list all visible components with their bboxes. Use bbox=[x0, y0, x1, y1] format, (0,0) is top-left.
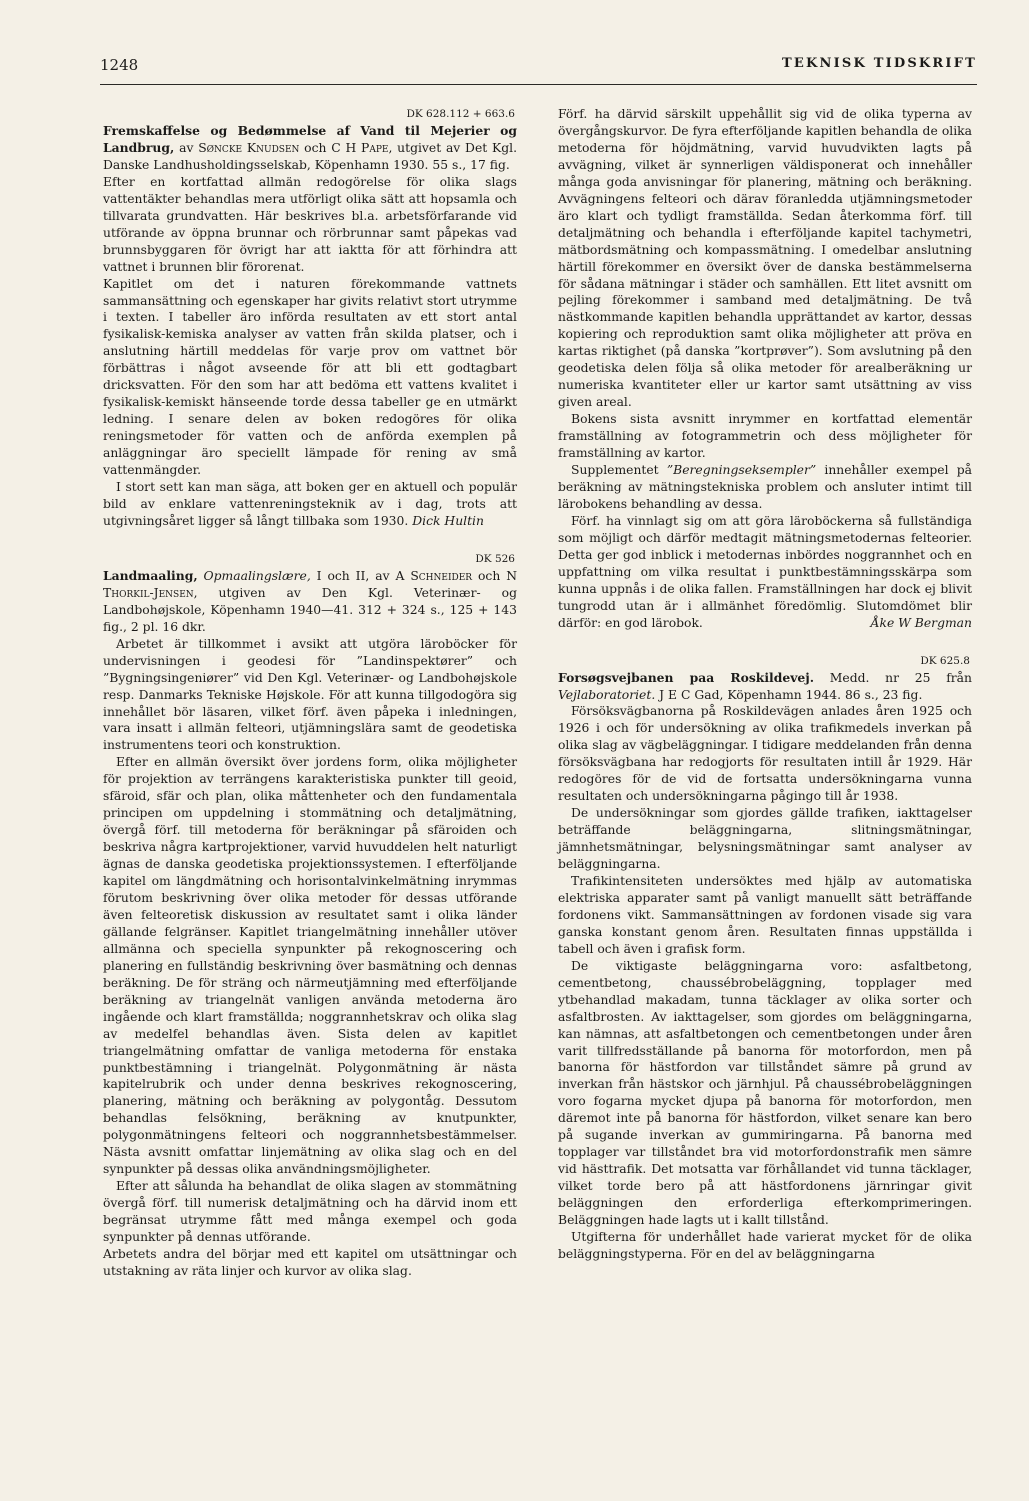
review1-paragraph-text: I stort sett kan man säga, att boken ger en aktuell och populär bild av enklare vattenreningsteknik av i dag, trots att utgivningsåret ligger så långt tillbaka som 1930. bbox=[103, 480, 517, 528]
review2-final-paragraph bbox=[558, 513, 972, 632]
review2-final-text: Förf. ha vinnlagt sig om att göra läroböckerna så fullständiga som möjligt och därför medtagit mätningsmetodernas felteorier. Detta ger god inblick i metodernas inbördes noggrannhet och en uppfattning om vilka resultat i punktbestämningsskärpa som kunna uppnås i de olika fallen. Framställningen har dock ej blivit tungrodd utan är i allmänhet föredömlig. Slutomdömet blir därför: en god lärobok. bbox=[558, 513, 972, 630]
review2-heading bbox=[103, 568, 517, 636]
review1-paragraph-last bbox=[103, 479, 517, 530]
page-number: 1248 bbox=[100, 56, 139, 74]
review3-paragraph: Försöksvägbanorna på Roskildevägen anlades åren 1925 och 1926 i och för undersökning av olika trafikmedels inverkan på olika slag av vägbeläggningar. I tidigare meddelanden från denna försöksvägbana har redogjorts för resultaten intill år 1929. Här redogöres för de vid de fortsatta undersökningarna vunna resultaten och undersökningarna pågingo till år 1938. bbox=[558, 704, 972, 804]
review1-dk-code: DK 628.112 + 663.6 bbox=[406, 108, 515, 120]
review2-supplement-title: ”Beregningseksempler” bbox=[666, 463, 817, 478]
spacer bbox=[558, 632, 972, 653]
review3-paragraph: Trafikintensiteten undersöktes med hjälp av automatiska elektriska apparater samt på vanligt manuellt sätt beträffande fordonens vikt. Sammansättningen av fordonen visade sig vara ganska konstant genom åren. Resultaten finnas uppställda i tabell och även i grafisk form. bbox=[558, 873, 972, 956]
review2-dk-code: DK 526 bbox=[475, 552, 515, 565]
right-column bbox=[558, 106, 972, 1263]
review3-paragraph: De undersökningar som gjordes gällde trafiken, iakttagelser beträffande beläggningarna, slitningsmätningar, jämnhetsmätningar, belysningsmätningar samt analyser av beläggningarna. bbox=[558, 806, 972, 872]
review3-paragraph: De viktigaste beläggningarna voro: asfaltbetong, cementbetong, chaussébrobeläggning, topplager med ytbehandlad makadam, tunna täcklager av olika sorter och asfaltbrosten. Av iakttagelser, som gjordes om beläggningarna, kan nämnas, att asfaltbetongen och cementbetongen under åren varit tillfredsställande på banorna för motorfordon, men på banorna för hästfordon var tillståndet sämre på grund av inverkan från hästskor och järnhjul. På chaussébrobeläggningen voro fogarna mycket djupa på banorna för motorfordon, men däremot inte på banorna för hästfordon, vilket senare kan bero på sugande inverkan av gummiringarna. På banorna med topplager var tillståndet bra vid motorfordonstrafik men sämre vid hästtrafik. Det motsatta var förhållandet vid tunna täcklager, vilket torde bero på att hästfordonens järnringar givit beläggningen den erforderliga efterkomprimeringen. Beläggningen hade lagts ut i kallt tillstånd. bbox=[558, 958, 972, 1228]
review1-author1: Søncke Knudsen bbox=[198, 140, 300, 155]
review1-paragraph: Efter en kortfattad allmän redogörelse för olika slags vattentäkter behandlas mera utförligt olika sätt att hopsamla och tillvarata grundvatten. Här beskrives bl.a. arbetsförfarande vid utförande av öppna brunnar och rörbrunnar samt påpekas vad brunnsbyggaren för övrigt har att iaktta för att förhindra att vattnet i brunnen blir förorenat. bbox=[103, 174, 517, 274]
review1-author2: Pape bbox=[361, 140, 389, 155]
review3-pub1: Medd. nr 25 från bbox=[814, 670, 972, 685]
review2-paragraph: Efter en allmän översikt över jordens form, olika möjligheter för projektion av terrängens karakteristiska punkter till geoid, sfäroid, sfär och plan, olika måttenheter och den fundamentala principen om uppdelning i stommätning och detaljmätning, övergå förf. till metoderna för beräkningar på sfäroiden och beskriva några kartprojektioner, varvid huvuddelen helt naturligt ägnas de danska geodetiska projektionssystemen. I efterföljande kapitel om längdmätning och horisontalvinkelmätning inrymmas förutom beskrivning över olika metoder för dessas utförande även felteoretisk diskussion av resultatet samt i olika länder gällande felgränser. Kapitlet triangelmätning innehåller utöver allmänna och speciella synpunkter på rekognoscering och planering en fullständig beskrivning över basmätning och dennas beräkning. De för sträng och närmeutjämning med efterföljande beräkning av triangelnät vanligen använda metoderna äro ingående och klart framställda; noggrannhetskrav och olika slag av medelfel behandlas även. Sista delen av kapitlet triangelmätning omfattar de vanliga metoderna för enstaka punktbestämning i triangelnät. Polygonmätning är nästa kapitelrubrik och under denna beskrives rekognoscering, planering, mätning och beräkning av polygontåg. Dessutom behandlas felsökning, beräkning av knutpunkter, polygonmätningens felteori och noggrannhetsbestämmelser. Nästa avsnitt omfattar linjemätning av olika slag och en del synpunkter på dessas olika användningsmöjligheter. bbox=[103, 755, 517, 1177]
review2-author2: Thorkil-Jensen bbox=[103, 585, 194, 600]
review1-signature: Dick Hultin bbox=[412, 513, 484, 528]
journal-title: TEKNISK TIDSKRIFT bbox=[782, 56, 977, 71]
review3-pub2: J E C Gad, Köpenhamn 1944. 86 s., 23 fig. bbox=[655, 687, 923, 702]
review3-paragraph: Utgifterna för underhållet hade varierat mycket för de olika beläggningstyperna. För en del av beläggningarna bbox=[558, 1230, 972, 1261]
review2-continued-paragraph: Bokens sista avsnitt inrymmer en kortfattad elementär framställning av fotogrammetrin och dess möjligheter för framställning av kartor. bbox=[558, 412, 972, 461]
review2-supplement-post: innehåller exempel på beräkning av mätningstekniska problem och ansluter intimt till lärobokens behandling av dessa. bbox=[558, 463, 972, 511]
review3-dk-code: DK 625.8 bbox=[920, 654, 970, 667]
review3-title: Forsøgsvejbanen paa Roskildevej. bbox=[558, 669, 815, 685]
review2-pub: , utgiven av Den Kgl. Veterinær- og Landbohøjskole, Köpenhamn 1940—41. 312 + 324 s., 125 + 143 fig., 2 pl. 16 dkr. bbox=[103, 585, 517, 634]
review1-heading bbox=[103, 123, 517, 174]
review2-supplement-pre: Supplementet bbox=[571, 463, 667, 478]
review1-and: och C H bbox=[299, 140, 362, 155]
review2-paragraph: Efter att sålunda ha behandlat de olika slagen av stommätning övergå förf. till numerisk detaljmätning och ha därvid inom ett begränsat utrymme fått med många exempel och goda synpunkter på dennas utförande. bbox=[103, 1179, 517, 1245]
review2-paragraph: Arbetet är tillkommet i avsikt att utgöra läroböcker för undervisningen i geodesi för ”Landinspektører” och ”Bygningsingeniører” vid Den Kgl. Veterinær- og Landbohøjskole resp. Danmarks Tekniske Højskole. För att kunna tillgodogöra sig innehållet bör läsaren, vilket förf. även påpeka i inledningen, vara insatt i allmän felteori, utjämningslära samt de geodetiska instrumentens teori och konstruktion. bbox=[103, 636, 517, 753]
spacer bbox=[103, 530, 517, 551]
header-rule bbox=[100, 84, 977, 85]
review2-subtitle: Opmaalingslære, bbox=[197, 568, 311, 583]
review2-signature: Åke W Bergman bbox=[870, 615, 972, 630]
review3-heading bbox=[558, 670, 972, 704]
review2-author1: Schneider bbox=[410, 568, 473, 583]
left-column bbox=[103, 106, 517, 1280]
review1-by: av bbox=[174, 140, 199, 155]
review2-and: och N bbox=[472, 568, 517, 583]
page-header bbox=[100, 56, 977, 80]
review2-parts: I och II, av A bbox=[310, 568, 411, 583]
review2-paragraph: Arbetets andra del börjar med ett kapitel om utsättningar och utstakning av räta linjer och kurvor av olika slag. bbox=[103, 1247, 517, 1278]
review1-pub: , utgivet av Det Kgl. Danske Landhusholdingsselskab, Köpenhamn 1930. 55 s., 17 fig. bbox=[103, 140, 517, 172]
review1-paragraph: Kapitlet om det i naturen förekommande vattnets sammansättning och egenskaper har givits relativt stort utrymme i texten. I tabeller äro införda resultaten av ett stort antal fysikalisk-kemiska analyser av vatten från skilda platser, och i anslutning härtill meddelas för varje prov om vattnet bör förbättras i något avseende för att bli ett godtagbart dricksvatten. För den som har att bedöma ett vattens kvalitet i fysikalisk-kemiskt hänseende torde dessa tabeller ge en utmärkt ledning. I senare delen av boken redogöres för olika reningsmetoder för vatten och de anförda exemplen på anläggningar äro speciellt lämpade för rening av små vattenmängder. bbox=[103, 276, 517, 478]
review2-title: Landmaaling, bbox=[103, 567, 198, 583]
review2-continued-paragraph: Förf. ha därvid särskilt uppehållit sig vid de olika typerna av övergångskurvor. De fyra efterföljande kapitlen behandla de olika metoderna för höjdmätning, varvid huvudvikten lagts på avvägning, vilket är synnerligen väldisponerat och innehåller många goda anvisningar för planering, mätning och beräkning. Avvägningens felteori och därav föranledda utjämningsmetoder äro klart och tydligt framställda. Sedan återkomma förf. till detaljmätning och behandla i efterföljande kapitel tachymetri, mätbordsmätning och kompassmätning. I omedelbar anslutning härtill förekommer en översikt över de danska bestämmelserna för sådana mätningar i städer och samhällen. Ett litet avsnitt om pejling förekommer i samband med detaljmätning. De två nästkommande kapitlen behandla upprättandet av kartor, dessas kopiering och reproduktion samt olika möjligheter att pröva en kartas riktighet (på danska ”kortprøver”). Som avslutning på den geodetiska delen följa så olika metoder för arealberäkning ur numeriska kvantiteter eller ur kartor samt utsättning av viss given areal. bbox=[558, 107, 972, 410]
review3-publisher: Vejlaboratoriet. bbox=[558, 687, 656, 702]
review1-title: Fremskaffelse og Bedømmelse af Vand til Mejerier og Landbrug, bbox=[103, 123, 517, 155]
review2-supplement bbox=[558, 462, 972, 513]
